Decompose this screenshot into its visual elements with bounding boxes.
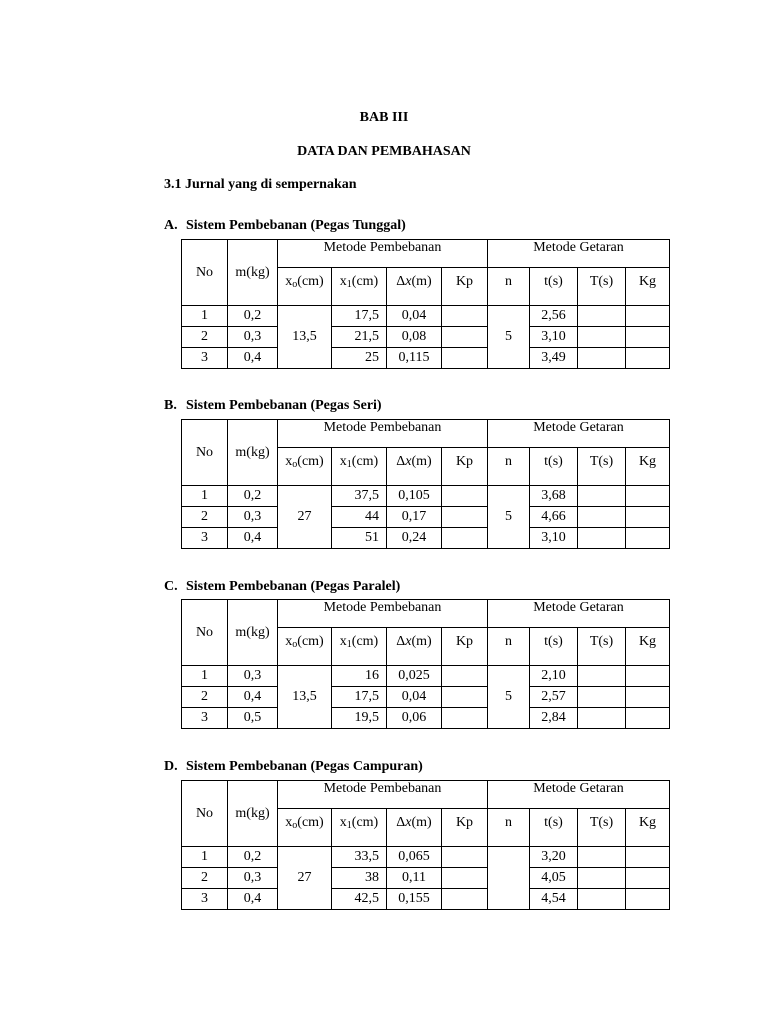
cell-t: 4,54: [530, 889, 578, 910]
table-heading: [164, 759, 423, 775]
col-header-n: n: [488, 448, 530, 486]
cell-delta-x: 0,155: [387, 889, 442, 910]
cell-delta-x: 0,04: [387, 687, 442, 708]
table-letter: B.: [164, 398, 177, 413]
cell-kg: [626, 889, 670, 910]
cell-period: [578, 327, 626, 348]
cell-period: [578, 348, 626, 369]
col-header-n: n: [488, 809, 530, 847]
cell-x1: 33,5: [332, 847, 387, 868]
cell-delta-x: 0,06: [387, 708, 442, 729]
cell-no: 3: [182, 348, 228, 369]
col-header-kg: Kg: [626, 448, 670, 486]
col-header-x0: $x_o(cm)$: [278, 268, 332, 306]
cell-x0: 27: [278, 486, 332, 549]
table-heading-text: Sistem Pembebanan (Pegas Campuran): [186, 759, 423, 774]
cell-x1: 42,5: [332, 889, 387, 910]
cell-mass: 0,2: [228, 306, 278, 327]
cell-x1: 16: [332, 666, 387, 687]
cell-n: 5: [488, 306, 530, 369]
cell-mass: 0,3: [228, 868, 278, 889]
col-header-x1: $x_1(cm)$: [332, 628, 387, 666]
col-header-n: n: [488, 268, 530, 306]
cell-kp: [442, 666, 488, 687]
data-table: [181, 419, 670, 549]
cell-no: 3: [182, 889, 228, 910]
cell-no: 3: [182, 708, 228, 729]
cell-kg: [626, 306, 670, 327]
cell-delta-x: 0,115: [387, 348, 442, 369]
col-header-period: T(s): [578, 628, 626, 666]
col-header-kp: Kp: [442, 809, 488, 847]
cell-t: 3,49: [530, 348, 578, 369]
table-heading: [164, 579, 400, 595]
cell-x1: 19,5: [332, 708, 387, 729]
cell-delta-x: 0,04: [387, 306, 442, 327]
group-header-metode-pembebanan: Metode Pembebanan: [278, 240, 488, 268]
cell-no: 2: [182, 868, 228, 889]
group-header-metode-pembebanan: Metode Pembebanan: [278, 420, 488, 448]
col-header-no: No: [182, 600, 228, 666]
cell-period: [578, 847, 626, 868]
table-letter: D.: [164, 759, 178, 774]
col-header-kg: Kg: [626, 628, 670, 666]
cell-period: [578, 528, 626, 549]
cell-no: 3: [182, 528, 228, 549]
cell-kg: [626, 666, 670, 687]
group-header-metode-getaran: Metode Getaran: [488, 420, 670, 448]
chapter-title: BAB III: [359, 110, 409, 125]
cell-kg: [626, 348, 670, 369]
cell-x1: 17,5: [332, 687, 387, 708]
col-header-x1: $x_1(cm)$: [332, 448, 387, 486]
cell-period: [578, 507, 626, 528]
cell-period: [578, 306, 626, 327]
cell-kp: [442, 528, 488, 549]
cell-kp: [442, 708, 488, 729]
table-row: [182, 847, 670, 868]
cell-x1: 17,5: [332, 306, 387, 327]
col-header-delta-x: Δx(m): [387, 448, 442, 486]
table-row: [182, 528, 670, 549]
cell-mass: 0,4: [228, 528, 278, 549]
table-heading: [164, 218, 406, 234]
table-row: [182, 306, 670, 327]
cell-kp: [442, 889, 488, 910]
col-header-no: No: [182, 420, 228, 486]
col-header-period: T(s): [578, 448, 626, 486]
col-header-x1: $x_1(cm)$: [332, 809, 387, 847]
cell-t: 3,68: [530, 486, 578, 507]
col-header-t: t(s): [530, 448, 578, 486]
cell-n: [488, 847, 530, 910]
cell-no: 1: [182, 847, 228, 868]
cell-kg: [626, 486, 670, 507]
cell-x1: 38: [332, 868, 387, 889]
cell-kp: [442, 348, 488, 369]
cell-kg: [626, 507, 670, 528]
col-header-mass: m(kg): [228, 240, 278, 306]
cell-period: [578, 687, 626, 708]
cell-mass: 0,4: [228, 687, 278, 708]
cell-x1: 51: [332, 528, 387, 549]
cell-x1: 44: [332, 507, 387, 528]
col-header-kg: Kg: [626, 268, 670, 306]
group-header-metode-getaran: Metode Getaran: [488, 600, 670, 628]
col-header-mass: m(kg): [228, 600, 278, 666]
cell-delta-x: 0,11: [387, 868, 442, 889]
col-header-x0: $x_o(cm)$: [278, 809, 332, 847]
cell-period: [578, 868, 626, 889]
table-row: [182, 889, 670, 910]
cell-delta-x: 0,065: [387, 847, 442, 868]
cell-t: 2,84: [530, 708, 578, 729]
col-header-n: n: [488, 628, 530, 666]
cell-delta-x: 0,08: [387, 327, 442, 348]
cell-no: 1: [182, 486, 228, 507]
cell-mass: 0,2: [228, 847, 278, 868]
cell-kg: [626, 868, 670, 889]
cell-delta-x: 0,105: [387, 486, 442, 507]
cell-kg: [626, 327, 670, 348]
cell-kp: [442, 687, 488, 708]
cell-kp: [442, 868, 488, 889]
cell-mass: 0,4: [228, 348, 278, 369]
cell-t: 2,10: [530, 666, 578, 687]
table-heading: [164, 398, 382, 414]
cell-period: [578, 486, 626, 507]
table-row: [182, 708, 670, 729]
cell-kg: [626, 847, 670, 868]
table-row: [182, 666, 670, 687]
cell-kg: [626, 687, 670, 708]
cell-t: 3,20: [530, 847, 578, 868]
col-header-mass: m(kg): [228, 420, 278, 486]
cell-x1: 21,5: [332, 327, 387, 348]
cell-mass: 0,3: [228, 327, 278, 348]
col-header-x1: $x_1(cm)$: [332, 268, 387, 306]
cell-kp: [442, 327, 488, 348]
col-header-x0: $x_o(cm)$: [278, 628, 332, 666]
cell-delta-x: 0,025: [387, 666, 442, 687]
cell-delta-x: 0,24: [387, 528, 442, 549]
col-header-mass: m(kg): [228, 781, 278, 847]
col-header-period: T(s): [578, 809, 626, 847]
cell-t: 4,66: [530, 507, 578, 528]
cell-period: [578, 708, 626, 729]
data-table: [181, 780, 670, 910]
col-header-x0: $x_o(cm)$: [278, 448, 332, 486]
cell-no: 2: [182, 507, 228, 528]
col-header-kp: Kp: [442, 268, 488, 306]
cell-t: 3,10: [530, 528, 578, 549]
cell-kp: [442, 486, 488, 507]
cell-no: 2: [182, 327, 228, 348]
table-heading-text: Sistem Pembebanan (Pegas Seri): [186, 398, 382, 413]
cell-period: [578, 666, 626, 687]
cell-kp: [442, 306, 488, 327]
cell-t: 4,05: [530, 868, 578, 889]
col-header-no: No: [182, 240, 228, 306]
cell-no: 1: [182, 666, 228, 687]
table-heading-text: Sistem Pembebanan (Pegas Paralel): [186, 579, 401, 594]
col-header-kp: Kp: [442, 628, 488, 666]
cell-t: 2,56: [530, 306, 578, 327]
cell-mass: 0,4: [228, 889, 278, 910]
col-header-t: t(s): [530, 628, 578, 666]
col-header-no: No: [182, 781, 228, 847]
col-header-delta-x: Δx(m): [387, 628, 442, 666]
cell-x1: 25: [332, 348, 387, 369]
cell-x1: 37,5: [332, 486, 387, 507]
group-header-metode-getaran: Metode Getaran: [488, 781, 670, 809]
cell-n: 5: [488, 486, 530, 549]
data-table: [181, 239, 670, 369]
table-row: [182, 687, 670, 708]
cell-mass: 0,2: [228, 486, 278, 507]
group-header-metode-pembebanan: Metode Pembebanan: [278, 600, 488, 628]
col-header-t: t(s): [530, 809, 578, 847]
cell-mass: 0,5: [228, 708, 278, 729]
col-header-kg: Kg: [626, 809, 670, 847]
cell-x0: 13,5: [278, 666, 332, 729]
cell-n: 5: [488, 666, 530, 729]
col-header-kp: Kp: [442, 448, 488, 486]
cell-kg: [626, 708, 670, 729]
cell-mass: 0,3: [228, 507, 278, 528]
table-letter: C.: [164, 579, 178, 594]
table-row: [182, 868, 670, 889]
group-header-metode-pembebanan: Metode Pembebanan: [278, 781, 488, 809]
cell-x0: 27: [278, 847, 332, 910]
table-row: [182, 486, 670, 507]
cell-x0: 13,5: [278, 306, 332, 369]
table-row: [182, 327, 670, 348]
group-header-metode-getaran: Metode Getaran: [488, 240, 670, 268]
table-row: [182, 507, 670, 528]
cell-kp: [442, 847, 488, 868]
cell-kg: [626, 528, 670, 549]
section-heading: 3.1 Jurnal yang di sempernakan: [164, 177, 357, 192]
col-header-t: t(s): [530, 268, 578, 306]
table-letter: A.: [164, 218, 178, 233]
cell-no: 2: [182, 687, 228, 708]
col-header-period: T(s): [578, 268, 626, 306]
data-table: [181, 599, 670, 729]
cell-delta-x: 0,17: [387, 507, 442, 528]
table-heading-text: Sistem Pembebanan (Pegas Tunggal): [186, 218, 406, 233]
cell-mass: 0,3: [228, 666, 278, 687]
cell-period: [578, 889, 626, 910]
cell-t: 3,10: [530, 327, 578, 348]
cell-kp: [442, 507, 488, 528]
col-header-delta-x: Δx(m): [387, 268, 442, 306]
cell-no: 1: [182, 306, 228, 327]
cell-t: 2,57: [530, 687, 578, 708]
table-row: [182, 348, 670, 369]
document-title: DATA DAN PEMBAHASAN: [297, 144, 471, 159]
col-header-delta-x: Δx(m): [387, 809, 442, 847]
